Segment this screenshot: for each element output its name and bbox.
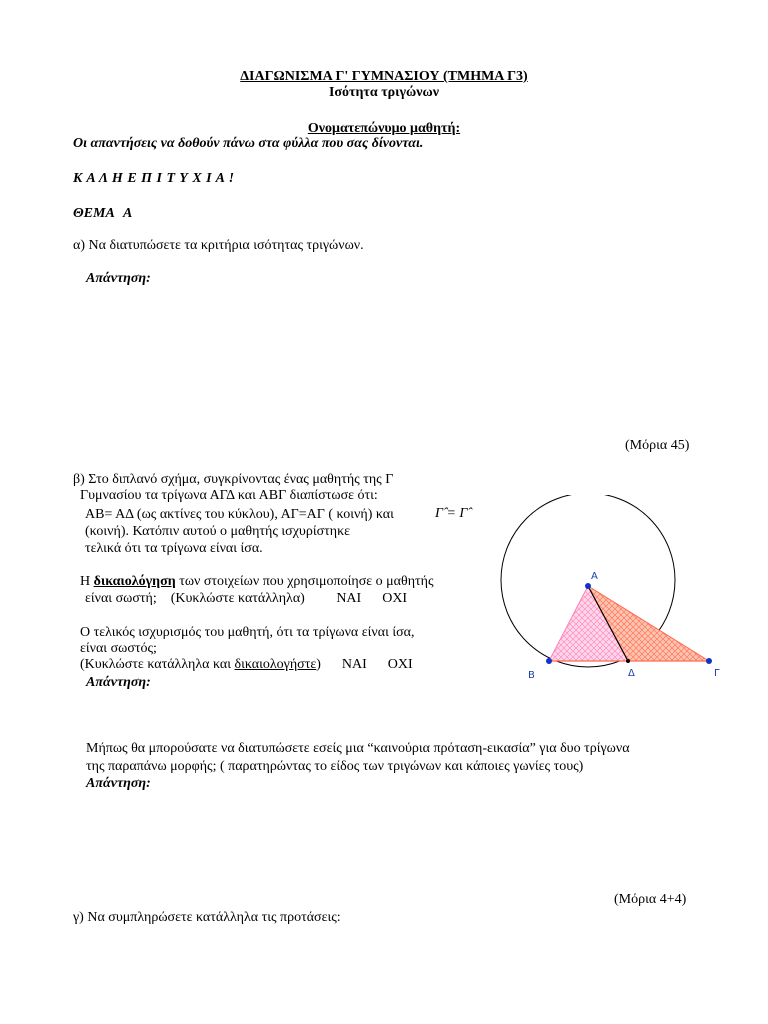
student-name-label: Ονοματεπώνυμο μαθητή: xyxy=(307,121,461,136)
exam-subtitle: Ισότητα τριγώνων xyxy=(328,85,440,100)
q1-prefix: Η xyxy=(80,574,91,589)
label-g: Γ xyxy=(714,668,720,679)
question-b-answer-label: Απάντηση: xyxy=(86,675,151,690)
geometry-figure xyxy=(495,495,735,695)
question-a-points: (Μόρια 45) xyxy=(625,438,690,453)
theme-heading: ΘΕΜΑ Α xyxy=(73,206,133,221)
point-a xyxy=(585,583,591,589)
instructions: Οι απαντήσεις να δοθούν πάνω στα φύλλα που σας δίνονται. xyxy=(73,136,424,151)
question-b-line1: β) Στο διπλανό σχήμα, συγκρίνοντας ένας μαθητής της Γ xyxy=(73,472,394,487)
good-luck: Κ Α Λ Η Ε Π Ι Τ Υ Χ Ι Α ! xyxy=(73,171,235,186)
question-a-text: α) Να διατυπώσετε τα κριτήρια ισότητας τριγώνων. xyxy=(73,238,364,253)
question-b-line5: τελικά ότι τα τρίγωνα είναι ίσα. xyxy=(85,541,263,556)
question-b-q2-line1: Ο τελικός ισχυρισμός του μαθητή, ότι τα τρίγωνα είναι ίσα, xyxy=(80,625,415,640)
question-b-line3: ΑΒ= ΑΔ (ως ακτίνες του κύκλου), ΑΓ=ΑΓ ( κοινή) και xyxy=(85,507,394,522)
question-b-q1-line1 xyxy=(80,574,434,590)
point-g xyxy=(706,658,712,664)
q1-suffix: των στοιχείων που χρησιμοποίησε ο μαθητής xyxy=(179,574,434,589)
label-d: Δ xyxy=(628,668,635,679)
question-b-points: (Μόρια 4+4) xyxy=(614,892,687,907)
question-b-line2: Γυμνασίου τα τρίγωνα ΑΓΔ και ΑΒΓ διαπίστωσε ότι: xyxy=(80,488,378,503)
question-b-q2-line2: είναι σωστός; xyxy=(80,641,157,656)
question-c-text: γ) Να συμπληρώσετε κατάλληλα τις προτάσεις: xyxy=(73,910,341,925)
q2-prefix: (Κυκλώστε κατάλληλα και xyxy=(80,657,231,672)
label-a: A xyxy=(591,571,598,582)
question-b-q2-line3 xyxy=(80,657,413,673)
conjecture-line1: Μήπως θα μπορούσατε να διατυπώσετε εσείς μια “καινούρια πρόταση-εικασία” για δυο τρίγωνα xyxy=(86,741,630,756)
point-d xyxy=(626,659,630,663)
point-b xyxy=(546,658,552,664)
q2-suffix: ) ΝΑΙ ΟΧΙ xyxy=(316,657,413,672)
q1-keyword: δικαιολόγηση xyxy=(93,574,176,589)
exam-title: ΔΙΑΓΩΝΙΣΜΑ Γ' ΓΥΜΝΑΣΙΟΥ (ΤΜΗΜΑ Γ3) xyxy=(240,69,528,84)
conjecture-answer-label: Απάντηση: xyxy=(86,776,151,791)
q2-keyword: δικαιολογήστε xyxy=(234,657,317,672)
question-b-line4: (κοινή). Κατόπιν αυτού ο μαθητής ισχυρίστηκε xyxy=(85,524,351,539)
label-b: B xyxy=(528,670,535,681)
question-a-answer-label: Απάντηση: xyxy=(86,271,151,286)
conjecture-line2: της παραπάνω μορφής; ( παρατηρώντας το είδος των τριγώνων και κάποιες γωνίες τους) xyxy=(86,759,584,774)
question-b-q1-line2: είναι σωστή; (Κυκλώστε κατάλληλα) ΝΑΙ ΟΧΙ xyxy=(85,591,408,606)
angle-equality: Γ̂ = Γ̂ xyxy=(435,506,468,521)
